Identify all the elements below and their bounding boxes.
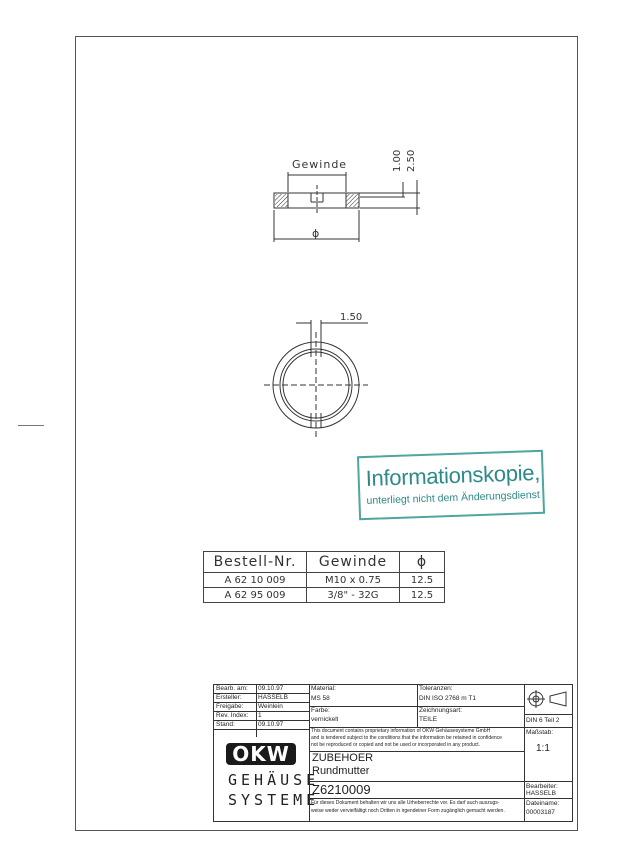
col-header-diameter: ϕ [400,552,445,573]
stand-value: 09.10.97 [258,721,284,728]
ersteller-value: HASSELB [258,694,288,701]
table-row [204,573,445,588]
thread: 3/8" - 32G [307,588,400,603]
title-block [213,684,573,822]
okw-logo [216,741,320,817]
slot-dim: 1.50 [340,312,363,323]
bearbeiter-label: Bearbeiter: [526,783,558,790]
bearb-value: 09.10.97 [258,685,284,692]
din-standard: DIN 6 Teil 2 [526,717,560,724]
order-table [203,551,445,603]
stand-label: Stand: [216,721,235,728]
material-value: MS 58 [311,695,330,702]
toleranzen-label: Toleranzen: [419,685,453,692]
farbe-value: vernickelt [311,716,339,723]
diameter: 12.5 [400,588,445,603]
freigabe-value: Weinlein [258,703,283,710]
rev-value: 1 [258,712,262,719]
diameter: 12.5 [400,573,445,588]
order-no: A 62 10 009 [204,573,307,588]
datei-label: Dateiname: [526,800,560,807]
projection-symbol-icon [526,687,570,711]
logo-line1: GEHÄUSE [228,771,320,789]
proprietary-line2: and is tendered subject to the conditions that the information be retained in confidence [311,735,502,741]
front-view [264,320,368,438]
datei-value: 00003187 [526,809,555,816]
dim-2: 2.50 [406,149,417,172]
table-row [204,588,445,603]
thread: M10 x 0.75 [307,573,400,588]
toleranzen-value: DIN ISO 2768 m T1 [419,695,476,702]
part-number: Z6210009 [312,782,371,797]
order-no: A 62 95 009 [204,588,307,603]
copyright-line2: weise weder vervielfältigt noch Dritten in irgendeiner Form zugänglich gemacht werden. [311,808,505,814]
category: ZUBEHOER [312,752,374,764]
farbe-label: Farbe: [311,707,330,714]
logo-line2: SYSTEME [228,791,320,809]
side-view [274,172,420,242]
dim-1: 1.00 [392,149,403,172]
proprietary-line1: This document contains proprietary information of OKW Gehäusesysteme GmbH [311,728,491,734]
bearb-label: Bearb. am: [216,685,248,692]
material-label: Material: [311,685,336,692]
stamp-line2: unterliegt nicht dem Änderungsdienst [366,488,540,507]
proprietary-line3: not be reproduced or copied and not be used or incorporated in any product. [311,742,481,748]
part-name: Rundmutter [312,765,370,777]
zeichnungsart-label: Zeichnungsart: [419,707,462,714]
logo-brand: OKW [226,743,296,765]
thread-label: Gewinde [292,158,348,171]
bearbeiter-value: HASSELB [526,790,556,797]
ersteller-label: Ersteller: [216,694,242,701]
rev-label: Rev. Index: [216,712,249,719]
zeichnungsart-value: TEILE [419,716,438,723]
copyright-line1: Für dieses Dokument behalten wir uns alle Urheberrechte vor. Es darf auch auszugs- [311,800,500,806]
freigabe-label: Freigabe: [216,703,244,710]
col-header-order-no: Bestell-Nr. [204,552,307,573]
stamp-line1: Informationskopie, [365,459,541,491]
diameter-label: ϕ [312,227,320,240]
massstab-value: 1:1 [536,743,550,754]
information-copy-stamp [357,450,545,520]
col-header-thread: Gewinde [307,552,400,573]
massstab-label: Maßstab: [526,729,554,736]
